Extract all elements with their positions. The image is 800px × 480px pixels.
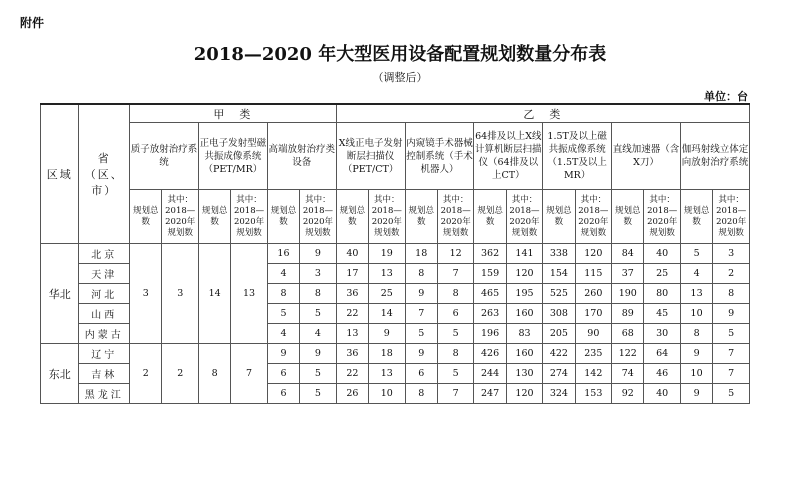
equipment-header: 直线加速器（含X刀） [612, 123, 681, 190]
value-cell: 16 [267, 244, 299, 264]
equipment-header: 高端放射治疗类设备 [267, 123, 336, 190]
merged-value-cell: 13 [231, 244, 267, 344]
value-cell: 13 [680, 284, 712, 304]
merged-value-cell: 8 [198, 344, 230, 404]
unit-label: 单位：台 [704, 90, 748, 103]
merged-value-cell: 14 [198, 244, 230, 344]
value-cell: 8 [300, 284, 337, 304]
value-cell: 74 [612, 364, 644, 384]
value-cell: 13 [336, 324, 368, 344]
value-cell: 22 [336, 304, 368, 324]
value-cell: 5 [267, 304, 299, 324]
value-cell: 142 [575, 364, 611, 384]
value-cell: 5 [437, 324, 473, 344]
value-cell: 8 [267, 284, 299, 304]
value-cell: 6 [267, 384, 299, 404]
value-cell: 120 [506, 384, 542, 404]
category-a-header: 甲 类 [130, 104, 337, 123]
value-cell: 525 [543, 284, 575, 304]
value-cell: 7 [437, 384, 473, 404]
province-name: 天津 [79, 264, 130, 284]
value-cell: 160 [506, 304, 542, 324]
subheader-planned-total: 规划总数 [405, 190, 437, 244]
province-header: 省（区、市） [79, 104, 130, 244]
value-cell: 324 [543, 384, 575, 404]
equipment-header: 质子放射治疗系统 [130, 123, 199, 190]
category-b-header: 乙 类 [336, 104, 749, 123]
value-cell: 465 [474, 284, 506, 304]
equipment-header: 正电子发射型磁共振成像系统（PET/MR） [198, 123, 267, 190]
table-row [41, 244, 750, 264]
value-cell: 120 [575, 244, 611, 264]
merged-value-cell: 3 [130, 244, 162, 344]
subheader-planned-total: 规划总数 [198, 190, 230, 244]
value-cell: 5 [300, 304, 337, 324]
subheader-planned-total: 规划总数 [474, 190, 506, 244]
value-cell: 6 [405, 364, 437, 384]
value-cell: 205 [543, 324, 575, 344]
value-cell: 154 [543, 264, 575, 284]
merged-value-cell: 2 [162, 344, 198, 404]
value-cell: 18 [369, 344, 405, 364]
value-cell: 9 [300, 344, 337, 364]
province-name: 河北 [79, 284, 130, 304]
value-cell: 115 [575, 264, 611, 284]
value-cell: 141 [506, 244, 542, 264]
value-cell: 9 [405, 284, 437, 304]
value-cell: 422 [543, 344, 575, 364]
subheader-planned-total: 规划总数 [543, 190, 575, 244]
value-cell: 160 [506, 344, 542, 364]
subheader-planned-total: 规划总数 [680, 190, 712, 244]
value-cell: 36 [336, 284, 368, 304]
value-cell: 40 [336, 244, 368, 264]
value-cell: 64 [644, 344, 680, 364]
value-cell: 30 [644, 324, 680, 344]
value-cell: 260 [575, 284, 611, 304]
value-cell: 14 [369, 304, 405, 324]
value-cell: 7 [713, 364, 750, 384]
value-cell: 40 [644, 384, 680, 404]
value-cell: 8 [405, 264, 437, 284]
province-name: 山西 [79, 304, 130, 324]
subheader-planned-new: 其中：2018—2020年规划数 [162, 190, 198, 244]
value-cell: 195 [506, 284, 542, 304]
value-cell: 13 [369, 264, 405, 284]
value-cell: 3 [713, 244, 750, 264]
value-cell: 7 [405, 304, 437, 324]
value-cell: 26 [336, 384, 368, 404]
value-cell: 5 [300, 364, 337, 384]
value-cell: 90 [575, 324, 611, 344]
value-cell: 9 [680, 384, 712, 404]
value-cell: 130 [506, 364, 542, 384]
merged-value-cell: 3 [162, 244, 198, 344]
equipment-header: 内窥镜手术器械控制系统（手术机器人） [405, 123, 474, 190]
value-cell: 5 [713, 324, 750, 344]
value-cell: 68 [612, 324, 644, 344]
value-cell: 4 [267, 264, 299, 284]
value-cell: 25 [644, 264, 680, 284]
value-cell: 153 [575, 384, 611, 404]
page-subtitle: （调整后） [372, 71, 428, 84]
value-cell: 338 [543, 244, 575, 264]
equipment-header: 1.5T及以上磁共振成像系统（1.5T及以上MR） [543, 123, 612, 190]
value-cell: 159 [474, 264, 506, 284]
value-cell: 5 [300, 384, 337, 404]
subheader-planned-new: 其中：2018—2020年规划数 [575, 190, 611, 244]
attachment-label: 附件 [20, 16, 45, 30]
value-cell: 36 [336, 344, 368, 364]
value-cell: 9 [713, 304, 750, 324]
value-cell: 3 [300, 264, 337, 284]
value-cell: 5 [680, 244, 712, 264]
province-name: 北京 [79, 244, 130, 264]
value-cell: 8 [437, 344, 473, 364]
value-cell: 19 [369, 244, 405, 264]
value-cell: 9 [267, 344, 299, 364]
value-cell: 4 [267, 324, 299, 344]
subheader-planned-new: 其中：2018—2020年规划数 [506, 190, 542, 244]
value-cell: 17 [336, 264, 368, 284]
value-cell: 190 [612, 284, 644, 304]
value-cell: 235 [575, 344, 611, 364]
subheader-planned-new: 其中：2018—2020年规划数 [713, 190, 750, 244]
value-cell: 5 [437, 364, 473, 384]
value-cell: 8 [713, 284, 750, 304]
value-cell: 89 [612, 304, 644, 324]
page-title: 2018—2020 年大型医用设备配置规划数量分布表 [193, 44, 607, 65]
value-cell: 2 [713, 264, 750, 284]
value-cell: 244 [474, 364, 506, 384]
region-name: 东北 [41, 344, 79, 404]
region-name: 华北 [41, 244, 79, 344]
value-cell: 9 [369, 324, 405, 344]
equipment-header: X线正电子发射断层扫描仪（PET/CT） [336, 123, 405, 190]
value-cell: 80 [644, 284, 680, 304]
region-header: 区域 [41, 104, 79, 244]
subheader-planned-total: 规划总数 [612, 190, 644, 244]
value-cell: 40 [644, 244, 680, 264]
province-name: 黑龙江 [79, 384, 130, 404]
subheader-planned-total: 规划总数 [267, 190, 299, 244]
subheader-planned-new: 其中：2018—2020年规划数 [644, 190, 680, 244]
value-cell: 83 [506, 324, 542, 344]
merged-value-cell: 2 [130, 344, 162, 404]
province-name: 吉林 [79, 364, 130, 384]
value-cell: 9 [300, 244, 337, 264]
value-cell: 263 [474, 304, 506, 324]
value-cell: 18 [405, 244, 437, 264]
value-cell: 5 [713, 384, 750, 404]
value-cell: 46 [644, 364, 680, 384]
value-cell: 4 [300, 324, 337, 344]
subheader-planned-new: 其中：2018—2020年规划数 [437, 190, 473, 244]
value-cell: 247 [474, 384, 506, 404]
subheader-planned-new: 其中：2018—2020年规划数 [300, 190, 337, 244]
value-cell: 196 [474, 324, 506, 344]
equipment-distribution-table [40, 103, 750, 404]
value-cell: 10 [680, 364, 712, 384]
value-cell: 8 [437, 284, 473, 304]
value-cell: 4 [680, 264, 712, 284]
province-name: 辽宁 [79, 344, 130, 364]
value-cell: 10 [369, 384, 405, 404]
value-cell: 22 [336, 364, 368, 384]
value-cell: 8 [405, 384, 437, 404]
value-cell: 13 [369, 364, 405, 384]
value-cell: 122 [612, 344, 644, 364]
value-cell: 6 [437, 304, 473, 324]
value-cell: 25 [369, 284, 405, 304]
merged-value-cell: 7 [231, 344, 267, 404]
value-cell: 6 [267, 364, 299, 384]
table-row [41, 344, 750, 364]
value-cell: 37 [612, 264, 644, 284]
subheader-planned-new: 其中：2018—2020年规划数 [369, 190, 405, 244]
value-cell: 45 [644, 304, 680, 324]
value-cell: 12 [437, 244, 473, 264]
value-cell: 84 [612, 244, 644, 264]
subheader-planned-new: 其中：2018—2020年规划数 [231, 190, 267, 244]
value-cell: 362 [474, 244, 506, 264]
subheader-planned-total: 规划总数 [130, 190, 162, 244]
value-cell: 92 [612, 384, 644, 404]
value-cell: 10 [680, 304, 712, 324]
value-cell: 5 [405, 324, 437, 344]
value-cell: 308 [543, 304, 575, 324]
value-cell: 9 [680, 344, 712, 364]
value-cell: 170 [575, 304, 611, 324]
value-cell: 9 [405, 344, 437, 364]
value-cell: 7 [713, 344, 750, 364]
value-cell: 7 [437, 264, 473, 284]
province-name: 内蒙古 [79, 324, 130, 344]
value-cell: 120 [506, 264, 542, 284]
equipment-header: 64排及以上X线计算机断层扫描仪（64排及以上CT） [474, 123, 543, 190]
value-cell: 426 [474, 344, 506, 364]
value-cell: 274 [543, 364, 575, 384]
equipment-header: 伽玛射线立体定向放射治疗系统 [680, 123, 749, 190]
value-cell: 8 [680, 324, 712, 344]
subheader-planned-total: 规划总数 [336, 190, 368, 244]
